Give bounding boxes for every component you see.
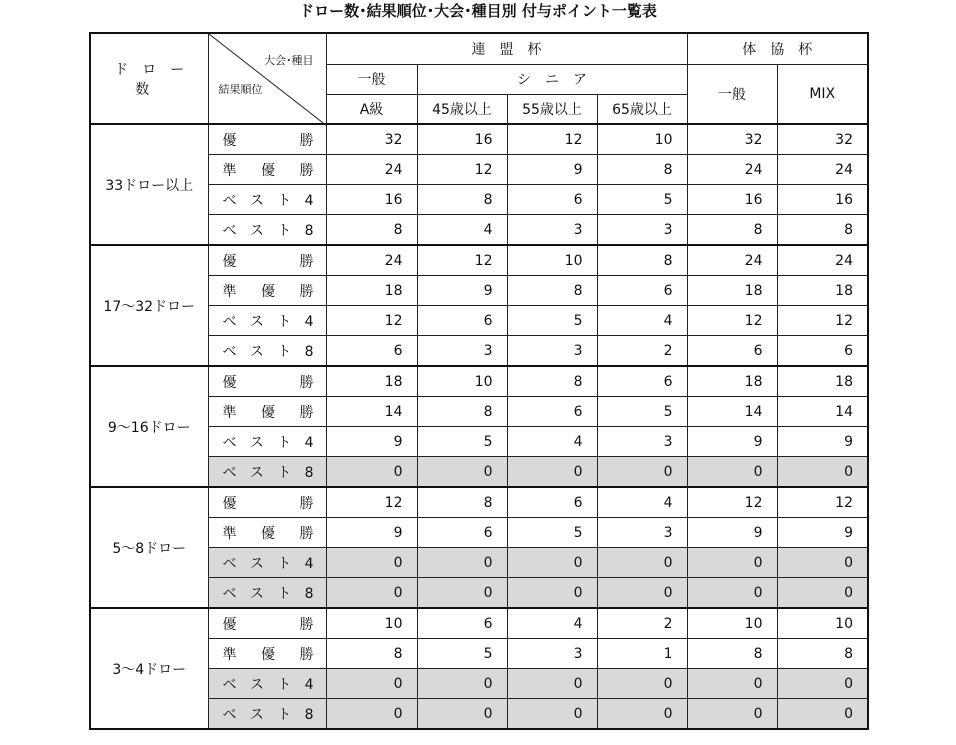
points-cell: 9	[326, 518, 417, 548]
points-cell: 8	[597, 155, 687, 185]
points-cell: 8	[777, 639, 868, 669]
table-row	[90, 608, 868, 639]
points-cell: 16	[687, 185, 777, 215]
result-label-text: ベスト8	[222, 343, 314, 360]
points-cell: 5	[417, 639, 507, 669]
points-cell: 6	[597, 366, 687, 397]
result-label	[208, 487, 326, 518]
points-cell: 12	[687, 306, 777, 336]
points-cell: 8	[417, 487, 507, 518]
result-label	[208, 518, 326, 548]
points-cell: 12	[777, 306, 868, 336]
points-cell: 12	[507, 124, 597, 155]
points-cell: 4	[417, 215, 507, 246]
points-cell: 18	[687, 276, 777, 306]
points-cell: 0	[777, 578, 868, 609]
points-cell: 14	[687, 397, 777, 427]
points-cell: 0	[507, 548, 597, 578]
points-cell: 32	[687, 124, 777, 155]
points-cell: 4	[507, 427, 597, 457]
header-diagonal-cell	[208, 33, 326, 124]
points-cell: 6	[597, 276, 687, 306]
result-label-text: 優勝	[222, 253, 314, 270]
points-cell: 10	[507, 245, 597, 276]
result-label-text: 優勝	[222, 616, 314, 633]
points-cell: 10	[417, 366, 507, 397]
points-cell: 0	[326, 669, 417, 699]
points-cell: 4	[597, 306, 687, 336]
points-cell: 0	[597, 548, 687, 578]
points-cell: 24	[326, 245, 417, 276]
diagonal-line	[209, 34, 327, 126]
points-cell: 5	[417, 427, 507, 457]
points-cell: 0	[597, 699, 687, 730]
points-cell: 6	[326, 336, 417, 367]
points-cell: 3	[507, 336, 597, 367]
draw-count-label: 5～8ドロー	[90, 487, 208, 608]
points-cell: 6	[687, 336, 777, 367]
points-cell: 0	[777, 699, 868, 730]
points-cell: 8	[687, 215, 777, 246]
points-table	[89, 32, 869, 730]
points-cell: 0	[417, 578, 507, 609]
points-cell: 0	[507, 457, 597, 488]
points-cell: 24	[687, 245, 777, 276]
points-cell: 8	[326, 639, 417, 669]
points-cell: 14	[326, 397, 417, 427]
points-cell: 8	[597, 245, 687, 276]
result-label-text: ベスト4	[222, 434, 314, 451]
page-title: ドロー数･結果順位･大会･種目別 付与ポイント一覧表	[299, 2, 657, 20]
points-cell: 3	[507, 215, 597, 246]
result-label	[208, 397, 326, 427]
points-cell: 0	[687, 457, 777, 488]
points-cell: 18	[777, 276, 868, 306]
points-cell: 32	[777, 124, 868, 155]
draw-count-label: 9～16ドロー	[90, 366, 208, 487]
points-cell: 6	[417, 518, 507, 548]
result-label	[208, 276, 326, 306]
draw-count-label: 17～32ドロー	[90, 245, 208, 366]
points-cell: 8	[507, 366, 597, 397]
points-cell: 0	[507, 578, 597, 609]
result-label-text: ベスト4	[222, 555, 314, 572]
result-label-text: ベスト4	[222, 192, 314, 209]
table-row	[90, 366, 868, 397]
header-taikyo-cup: 体協杯	[687, 33, 868, 64]
result-label-text: ベスト8	[222, 222, 314, 239]
result-label	[208, 548, 326, 578]
result-label-text: 準優勝	[222, 162, 314, 179]
points-cell: 0	[326, 548, 417, 578]
header-age65: 65歳以上	[597, 94, 687, 124]
points-cell: 9	[777, 518, 868, 548]
result-label	[208, 669, 326, 699]
points-cell: 9	[777, 427, 868, 457]
points-cell: 0	[597, 457, 687, 488]
points-cell: 4	[597, 487, 687, 518]
header-draw-count: ドロー数	[90, 33, 208, 124]
result-label-text: 準優勝	[222, 525, 314, 542]
points-cell: 5	[597, 185, 687, 215]
table-row	[90, 487, 868, 518]
points-cell: 0	[597, 669, 687, 699]
points-cell: 0	[687, 669, 777, 699]
points-cell: 0	[777, 669, 868, 699]
draw-count-label: 3～4ドロー	[90, 608, 208, 729]
result-label	[208, 427, 326, 457]
result-label	[208, 155, 326, 185]
header-ippan: 一般	[326, 64, 417, 94]
header-age45: 45歳以上	[417, 94, 507, 124]
points-cell: 14	[777, 397, 868, 427]
points-cell: 6	[777, 336, 868, 367]
points-cell: 9	[326, 427, 417, 457]
points-cell: 8	[326, 215, 417, 246]
header-age55: 55歳以上	[507, 94, 597, 124]
points-cell: 9	[687, 518, 777, 548]
points-cell: 3	[597, 215, 687, 246]
points-cell: 3	[417, 336, 507, 367]
points-cell: 8	[417, 185, 507, 215]
result-label	[208, 457, 326, 488]
points-cell: 24	[777, 245, 868, 276]
result-label-text: 準優勝	[222, 283, 314, 300]
header-senior: シニア	[417, 64, 687, 94]
points-cell: 0	[777, 548, 868, 578]
points-cell: 9	[417, 276, 507, 306]
points-cell: 16	[777, 185, 868, 215]
points-cell: 0	[417, 669, 507, 699]
points-cell: 0	[777, 457, 868, 488]
header-taikyo-ippan: 一般	[687, 64, 777, 124]
points-cell: 0	[326, 578, 417, 609]
points-cell: 4	[507, 608, 597, 639]
result-label-text: 準優勝	[222, 646, 314, 663]
points-cell: 5	[597, 397, 687, 427]
points-cell: 1	[597, 639, 687, 669]
points-cell: 12	[326, 306, 417, 336]
result-label-text: ベスト8	[222, 706, 314, 723]
result-label	[208, 608, 326, 639]
result-label-text: ベスト4	[222, 676, 314, 693]
points-cell: 8	[507, 276, 597, 306]
points-cell: 0	[326, 457, 417, 488]
points-cell: 8	[417, 397, 507, 427]
points-cell: 9	[687, 427, 777, 457]
points-cell: 3	[597, 427, 687, 457]
points-cell: 0	[597, 578, 687, 609]
points-cell: 3	[507, 639, 597, 669]
result-label-text: ベスト8	[222, 464, 314, 481]
points-cell: 12	[326, 487, 417, 518]
points-cell: 0	[326, 699, 417, 730]
result-label-text: 優勝	[222, 374, 314, 391]
result-label-text: 優勝	[222, 132, 314, 149]
result-label	[208, 306, 326, 336]
result-label	[208, 639, 326, 669]
result-label	[208, 245, 326, 276]
points-cell: 18	[326, 366, 417, 397]
result-label-text: 優勝	[222, 495, 314, 512]
header-diag-bottom: 結果順位	[218, 83, 263, 96]
points-cell: 32	[326, 124, 417, 155]
points-cell: 8	[687, 639, 777, 669]
points-cell: 5	[507, 518, 597, 548]
header-diag-top: 大会･種目	[264, 54, 314, 67]
points-cell: 0	[507, 699, 597, 730]
result-label	[208, 336, 326, 367]
result-label	[208, 366, 326, 397]
points-cell: 10	[597, 124, 687, 155]
points-cell: 24	[326, 155, 417, 185]
points-cell: 12	[687, 487, 777, 518]
points-cell: 10	[326, 608, 417, 639]
points-cell: 24	[687, 155, 777, 185]
points-cell: 2	[597, 608, 687, 639]
result-label-text: ベスト8	[222, 585, 314, 602]
points-cell: 6	[417, 306, 507, 336]
points-cell: 12	[417, 155, 507, 185]
points-cell: 6	[507, 185, 597, 215]
points-cell: 24	[777, 155, 868, 185]
points-cell: 3	[597, 518, 687, 548]
table-row	[90, 245, 868, 276]
points-cell: 16	[417, 124, 507, 155]
points-cell: 18	[687, 366, 777, 397]
points-cell: 12	[777, 487, 868, 518]
points-cell: 0	[687, 699, 777, 730]
points-cell: 10	[777, 608, 868, 639]
header-renmei-cup: 連盟杯	[326, 33, 687, 64]
points-cell: 5	[507, 306, 597, 336]
table-row	[90, 124, 868, 155]
result-label-text: ベスト4	[222, 313, 314, 330]
header-a-class: A級	[326, 94, 417, 124]
points-cell: 0	[687, 548, 777, 578]
points-cell: 0	[507, 669, 597, 699]
points-cell: 6	[417, 608, 507, 639]
points-cell: 16	[326, 185, 417, 215]
header-mix: MIX	[777, 64, 868, 124]
points-table-body	[90, 124, 868, 729]
draw-count-label: 33ドロー以上	[90, 124, 208, 245]
result-label	[208, 699, 326, 730]
result-label	[208, 124, 326, 155]
points-cell: 8	[777, 215, 868, 246]
points-cell: 18	[777, 366, 868, 397]
result-label	[208, 185, 326, 215]
points-cell: 0	[417, 457, 507, 488]
points-cell: 0	[417, 699, 507, 730]
result-label-text: 準優勝	[222, 404, 314, 421]
points-cell: 0	[417, 548, 507, 578]
points-cell: 6	[507, 487, 597, 518]
points-cell: 12	[417, 245, 507, 276]
points-cell: 6	[507, 397, 597, 427]
points-cell: 2	[597, 336, 687, 367]
points-cell: 18	[326, 276, 417, 306]
points-cell: 0	[687, 578, 777, 609]
points-cell: 9	[507, 155, 597, 185]
result-label	[208, 578, 326, 609]
points-cell: 10	[687, 608, 777, 639]
result-label	[208, 215, 326, 246]
